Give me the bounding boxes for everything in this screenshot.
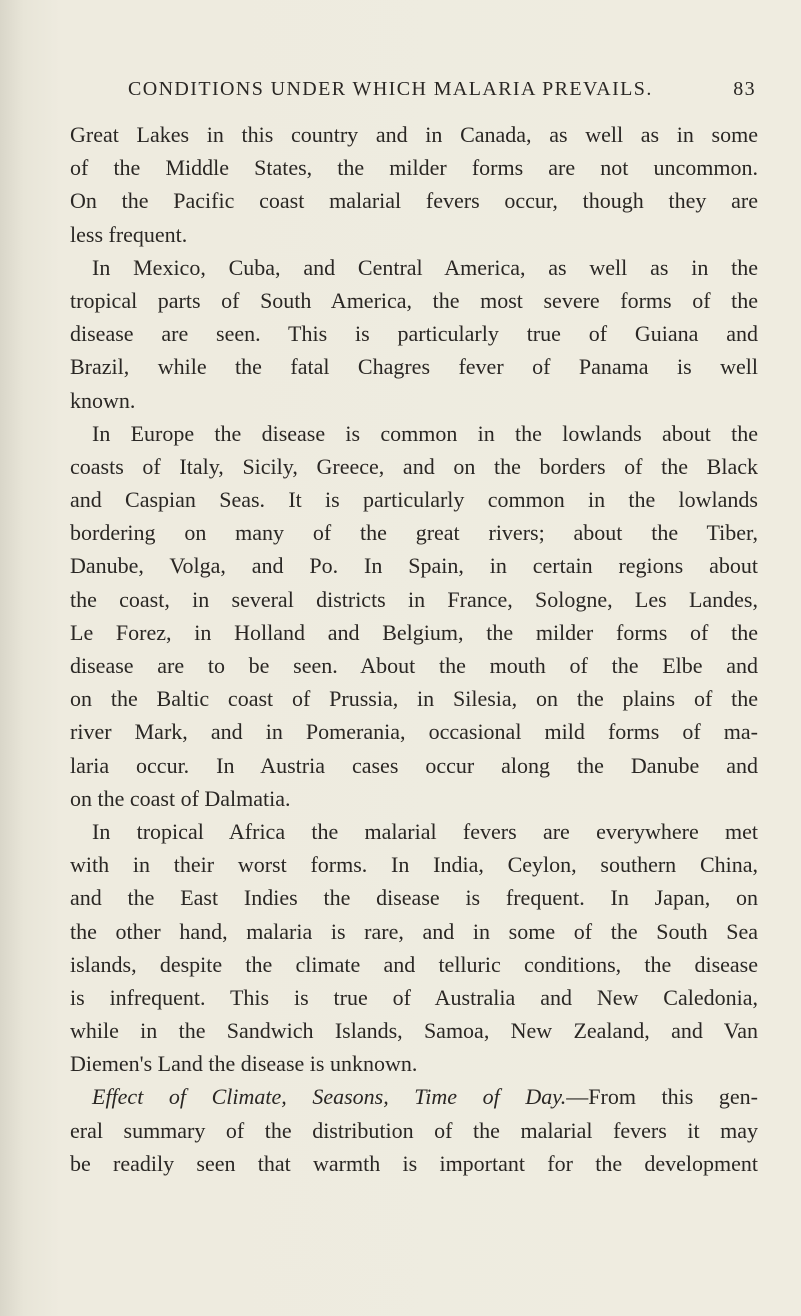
text-line: and the East Indies the disease is frequent. In Japan, on (70, 885, 758, 911)
text-line (70, 1080, 758, 1113)
italic-heading: Effect of Climate, Seasons, Time of Day. (92, 1084, 567, 1110)
paragraph-2 (70, 251, 758, 417)
text-line: of the Middle States, the milder forms are not uncommon. (70, 155, 758, 181)
text-line: with in their worst forms. In India, Ceylon, southern China, (70, 852, 758, 878)
paragraph-1 (70, 118, 758, 251)
text-run: —From this gen- (566, 1084, 758, 1110)
text-line: river Mark, and in Pomerania, occasional mild forms of ma- (70, 719, 758, 745)
paragraph-4 (70, 815, 758, 1081)
text-line: Brazil, while the fatal Chagres fever of Panama is well (70, 354, 758, 380)
paragraph-3 (70, 417, 758, 815)
paragraph-5 (70, 1080, 758, 1180)
text-line: islands, despite the climate and telluric conditions, the disease (70, 951, 758, 977)
text-line: be readily seen that warmth is important for the development (70, 1150, 758, 1176)
page-number: 83 (733, 78, 756, 100)
text-line: Diemen's Land the disease is unknown. (70, 1051, 418, 1077)
text-line: the coast, in several districts in France, Sologne, Les Landes, (70, 586, 758, 612)
text-line: In Mexico, Cuba, and Central America, as well as in the (92, 254, 758, 280)
text-line: coasts of Italy, Sicily, Greece, and on the borders of the Black (70, 453, 758, 479)
text-line: on the coast of Dalmatia. (70, 785, 291, 811)
text-line: Danube, Volga, and Po. In Spain, in certain regions about (70, 553, 758, 579)
text-line: is infrequent. This is true of Australia and New Caledonia, (70, 984, 758, 1010)
text-line: while in the Sandwich Islands, Samoa, New Zealand, and Van (70, 1018, 758, 1044)
text-line: on the Baltic coast of Prussia, in Silesia, on the plains of the (70, 686, 758, 712)
text-line: bordering on many of the great rivers; about the Tiber, (70, 520, 758, 546)
text-line: less frequent. (70, 221, 188, 247)
text-line: known. (70, 387, 136, 413)
text-line: In tropical Africa the malarial fevers are everywhere met (92, 818, 758, 844)
text-line: and Caspian Seas. It is particularly common in the lowlands (70, 487, 758, 513)
running-header (128, 78, 756, 108)
text-line: On the Pacific coast malarial fevers occur, though they are (70, 188, 758, 214)
text-line: laria occur. In Austria cases occur along the Danube and (70, 752, 758, 778)
body-text (70, 118, 758, 1180)
running-title: CONDITIONS UNDER WHICH MALARIA PREVAILS. (128, 78, 653, 100)
text-line: the other hand, malaria is rare, and in some of the South Sea (70, 918, 758, 944)
text-line: In Europe the disease is common in the lowlands about the (92, 420, 758, 446)
text-line: disease are seen. This is particularly true of Guiana and (70, 321, 758, 347)
text-line: disease are to be seen. About the mouth of the Elbe and (70, 653, 758, 678)
text-line: eral summary of the distribution of the malarial fevers it may (70, 1117, 758, 1143)
text-line: Great Lakes in this country and in Canada, as well as in some (70, 122, 758, 147)
text-line: Le Forez, in Holland and Belgium, the milder forms of the (70, 619, 758, 645)
text-line: tropical parts of South America, the most severe forms of the (70, 287, 758, 313)
